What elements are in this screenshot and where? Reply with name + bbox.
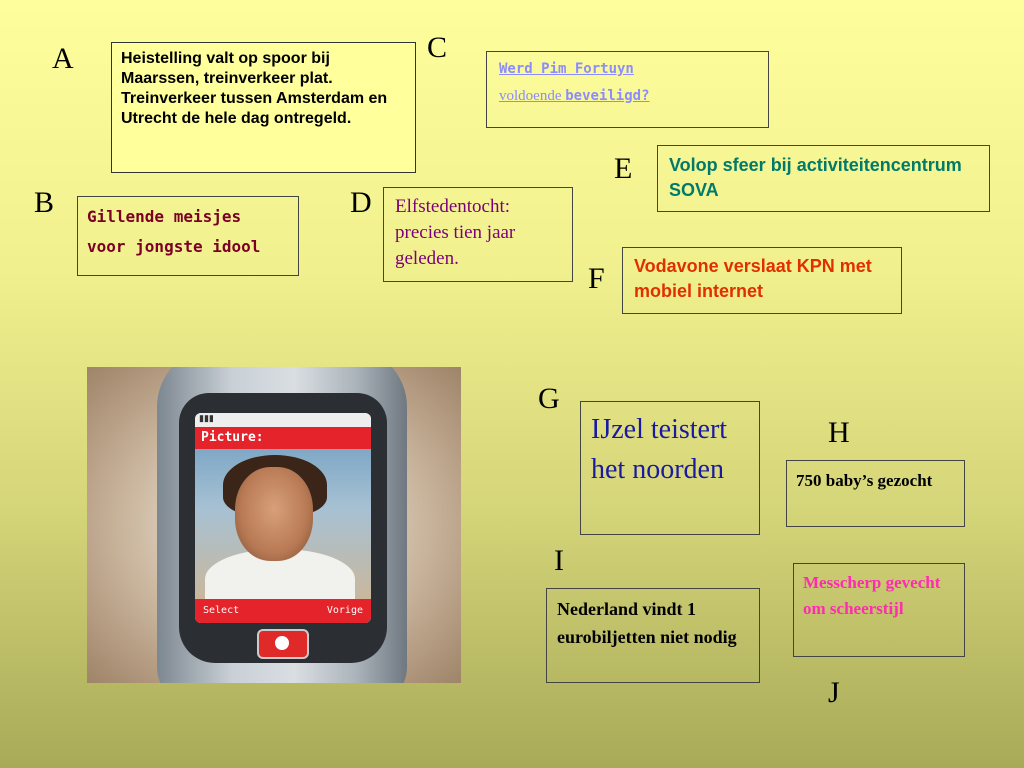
label-i: I [554,544,564,577]
phone-screen-picture [195,449,371,599]
label-d: D [350,186,372,219]
headline-a-text: Heistelling valt op spoor bij Maarssen, treinverkeer plat. Treinverkeer tussen Amsterdam en Utrecht de hele dag ontregeld. [121,50,388,127]
label-j: J [828,676,840,709]
headline-d-text: Elfstedentocht: precies tien jaar geleden. [395,196,516,269]
headline-box-e[interactable] [657,145,990,212]
headline-box-c[interactable] [486,51,769,128]
headline-box-b[interactable] [77,196,299,276]
label-g: G [538,382,560,415]
headline-j-text: Messcherp gevecht om scheerstijl [803,573,941,618]
phone-screen-title: Picture: [195,427,371,449]
label-c: C [427,31,448,64]
headline-c-line2a: voldoende [499,88,566,104]
headline-i-text: Nederland vindt 1 eurobiljetten niet nodig [557,599,737,647]
phone-status-bar: ▮▮▮ [195,413,371,427]
headline-h-text: 750 baby’s gezocht [796,471,933,490]
headline-g-text: IJzel teistert het noorden [591,414,728,485]
phone-softkeys [195,599,371,623]
vodafone-logo-icon [257,629,309,659]
headline-b-line1: Gillende meisjes [87,207,242,226]
headline-box-j[interactable] [793,563,965,657]
label-b: B [34,186,55,219]
headline-f-text: Vodavone verslaat KPN met mobiel internet [634,256,872,301]
headline-box-i[interactable] [546,588,760,683]
headline-c-line1[interactable]: Werd Pim Fortuyn [499,61,634,77]
headline-box-d[interactable] [383,187,573,282]
headline-box-f[interactable] [622,247,902,314]
headline-box-g[interactable] [580,401,760,535]
phone-softkey-right: Vorige [326,605,363,616]
headline-b-line2: voor jongste idool [87,237,261,256]
picture-face [235,467,313,561]
label-a: A [52,42,74,75]
headline-e-text: Volop sfeer bij activiteitencentrum SOVA [669,155,962,200]
phone-softkey-left: Select [203,605,240,616]
headline-c-line2b: beveiligd? [565,88,650,104]
headline-box-a[interactable] [111,42,416,173]
label-f: F [588,262,605,295]
label-h: H [828,416,850,449]
phone-screen [195,413,371,623]
headline-box-h[interactable] [786,460,965,527]
headline-c-line2[interactable] [499,82,759,110]
label-e: E [614,152,633,185]
phone-photo [87,367,461,683]
